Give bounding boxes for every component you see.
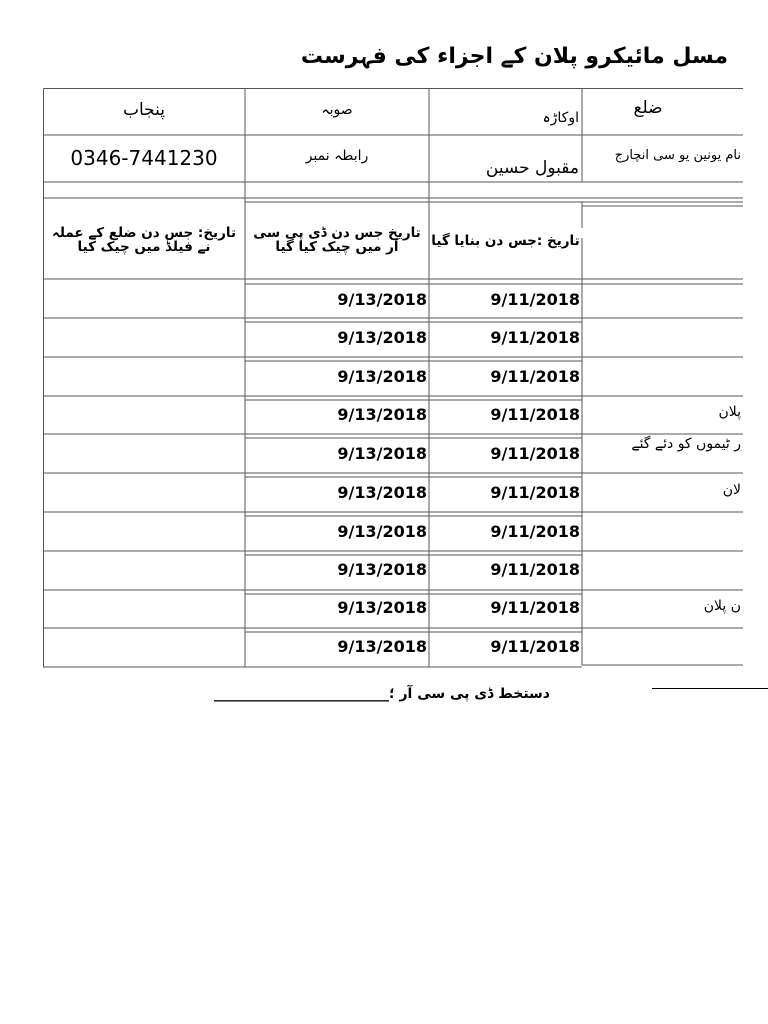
row-label: ر ٹیموں کو دئے گئے	[631, 436, 741, 452]
created-date-cell: 9/11/2018	[490, 483, 580, 502]
dpcr-checked-date-cell: 9/13/2018	[337, 522, 427, 541]
page-title: مسل مائیکرو پلان کے اجزاء کی فہرست	[300, 44, 728, 69]
header-created-date: تاریخ :جس دن بنایا گیا	[431, 233, 580, 249]
dpcr-checked-date-cell: 9/13/2018	[337, 560, 427, 579]
created-date-cell: 9/11/2018	[490, 328, 580, 347]
header-dpcr-line-1: تاریخ جس دن ڈی پی سی	[253, 225, 421, 241]
row-label: ن پلان	[703, 598, 741, 614]
created-date-cell: 9/11/2018	[490, 560, 580, 579]
dpcr-checked-date-cell: 9/13/2018	[337, 483, 427, 502]
signature-line-right	[652, 688, 768, 689]
signature-label: دستخط ڈی پی سی آر ؛	[389, 686, 550, 702]
uc-incharge-label: نام یونین یو سی انچارج	[614, 148, 741, 163]
contact-label: رابطہ نمبر	[305, 148, 369, 164]
created-date-cell: 9/11/2018	[490, 637, 580, 656]
district-label: ضلع	[633, 98, 663, 118]
dpcr-checked-date-cell: 9/13/2018	[337, 444, 427, 463]
header-dpcr-line-2: آر میں چیک کیا گیا	[275, 239, 399, 255]
signature-line: _________________________	[214, 686, 389, 702]
header-district-line-1: تاریخ: جس دن ضلع کے عملہ	[51, 225, 237, 241]
uc-incharge-value: مقبول حسین	[485, 158, 579, 178]
dpcr-checked-date-cell: 9/13/2018	[337, 405, 427, 424]
created-date-cell: 9/11/2018	[490, 290, 580, 309]
header-district-line-2: نے فیلڈ میں چیک کیا	[77, 239, 211, 255]
header-dpcr-checked-date	[245, 226, 429, 254]
dpcr-checked-date-cell: 9/13/2018	[337, 328, 427, 347]
row-label: لان	[722, 482, 741, 498]
dpcr-checked-date-cell: 9/13/2018	[337, 637, 427, 656]
created-date-cell: 9/11/2018	[490, 522, 580, 541]
dpcr-checked-date-cell: 9/13/2018	[337, 598, 427, 617]
created-date-cell: 9/11/2018	[490, 367, 580, 386]
created-date-cell: 9/11/2018	[490, 444, 580, 463]
dpcr-checked-date-cell: 9/13/2018	[337, 367, 427, 386]
province-label: صوبہ	[321, 102, 353, 118]
contact-value: 0346-7441230	[70, 146, 218, 170]
row-label: پلان	[718, 404, 741, 420]
created-date-cell: 9/11/2018	[490, 405, 580, 424]
created-date-cell: 9/11/2018	[490, 598, 580, 617]
province-value: پنجاب	[122, 100, 166, 120]
dpcr-checked-date-cell: 9/13/2018	[337, 290, 427, 309]
header-district-checked-date	[43, 226, 245, 254]
district-value: اوکاڑہ	[542, 110, 579, 126]
micro-plan-table	[43, 88, 743, 668]
signature-dpcr	[80, 686, 550, 702]
